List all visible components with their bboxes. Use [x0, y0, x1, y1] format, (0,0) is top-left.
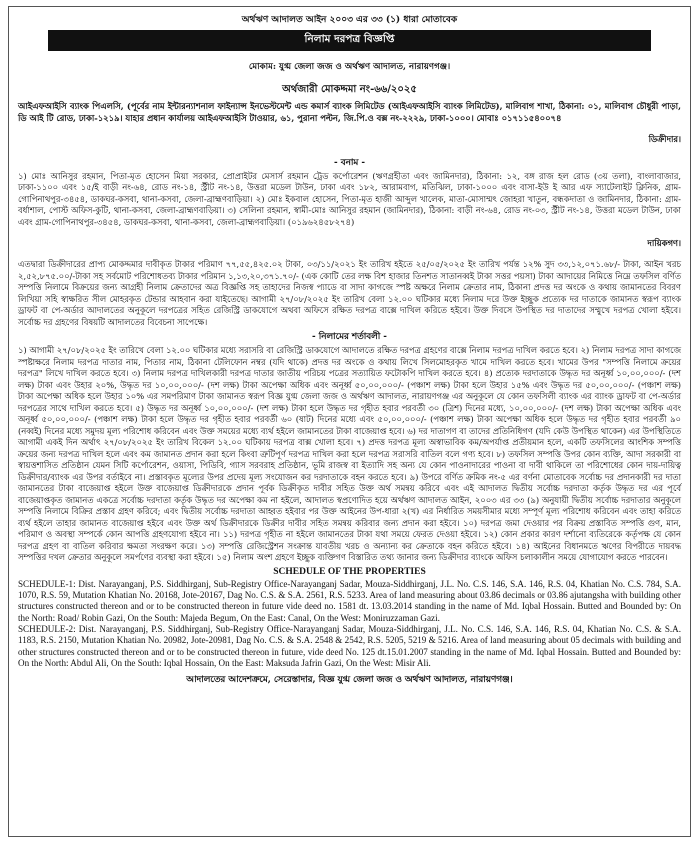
auction-notice — [8, 6, 691, 837]
defendants-details: ১) মোঃ আনিসুর রহমান, পিতা-মৃত হোসেন মিয়া সরকার, প্রোপ্রাইটর মেসার্স রহমান ট্রেড কর্পোরেশন (ঋণগ্রহীতা এবং জামিনদার), ঠিকানা: ১২, বঙ্গ রাজ হল রোড (৩য় তলা), বাংলাবাজার, ঢাকা-১১০০ এবং ১৫/ই বাড়ী নং-৬৪, রোড নং-১৪, স্ট্রীট নং-১৪, উত্তরা মডেল টাউন, ঢাকা এবং ১৮২, আরামবাগ, মতিঝিল, ঢাকা-১০০০ এবং বাসা-ইউ ই আর এফ স্যাটেলাইট ক্লিনিক, গ্রাম-গোপিনাথপুর-৩৪৫৪, ডাকঘর-কসবা, থানা-কসবা, জেলা-ব্রাহ্মণবাড়িয়া। ২) মোঃ ইকবাল হোসেন, পিতা-মৃত হাজী আব্দুল খালেক, মাতা-মোসাম্মৎ জোহরা খাতুন, বন্ধকদাতা ও জামিনদার, ঠিকানা: গ্রাম-বর্ধাশাল, পোস্ট অফিস-কুটি, থানা-কসবা, জেলা-ব্রাহ্মণবাড়িয়া। ৩) সেলিনা রহমান, স্বামী-মোঃ আনিসুর রহমান (জামিনদার), ঠিকানা: বাড়ী নং-৬৪, রোড নং-০৩, স্ট্রীট নং-১৪, উত্তরা মডেল টাউন, ঢাকা এবং গ্রাম-গোপিনাথপুর-৩৪৫৪, ডাকঘর-কসবা, থানা-কসবা, জেলা-ব্রাহ্মণবাড়িয়া। (০১৯৬২৪৫৮২৭৪) — [18, 170, 681, 227]
conditions-text: ১) আগামী ২৭/০৮/২০২৫ ইং তারিখে বেলা ১২.০০ ঘটিকার মধ্যে সরাসরি বা রেজিস্ট্রি ডাকযোগে আদালতে রক্ষিত দরপত্র গ্রহণের বাক্সে নিলাম দরপত্র দাখিল করতে হবে। ২) নিলাম দরপত্র সাদা কাগজে স্পষ্টাক্ষরে নিলাম দরপত্র দাতার নাম, পিতার নাম, ঠিকানা টেলিফোন নম্বর (যদি থাকে) প্রদত্ত দর অংকে ও কথায় লিখে সিলমোহরকৃত খামে দাখিল করতে হবে। খামের উপর "সম্পত্তি নিলামে ক্রয়ের দরপত্র" লিখে দাখিল করতে হবে। ৩) নিলাম দরপত্র দাখিলকারী দরপত্র দাতার জাতীয় পরিচয় পত্রের সত্যায়িত ফটোকপি দাখিল করতে হবে। ৪) প্রত্যেক দরদাতাকে উদ্ধৃত দর অনূর্ধ্ব ১০,০০,০০০/- (দশ লক্ষ) টাকা এবং উহার ২০%, উদ্ধৃত দর ১০,০০,০০০/- (দশ লক্ষ) টাকা অপেক্ষা অধিক এবং অনূর্ধ্ব ৫০,০০,০০০/- (পঞ্চাশ লক্ষ) টাকা হলে উহার ১৫% এবং উদ্ধৃত দর ৫০,০০,০০০/- (পঞ্চাশ লক্ষ) টাকা অপেক্ষা অধিক হলে উহার ১০% এর সমপরিমাণ টাকা জামানত স্বরূপ বিজ্ঞ যুগ্ম জেলা জজ ও অর্থঋণ আদালত, নারায়ণগঞ্জ এর অনুকূলে যে কোন তফসিলী ব্যাংক এর ব্যাংক ড্রাফট বা পে-অর্ডার দরপত্রের সাথে দাখিল করতে হবে। ৫) উদ্ধৃত দর অনূর্ধ্ব ১০,০০,০০০/- (দশ লক্ষ) টাকা হলে উদ্ধৃত দর গৃহীত হবার পরবর্তী ৩০ (ত্রিশ) দিনের মধ্যে, ১০,০০,০০০/- (দশ লক্ষ) টাকা অপেক্ষা অধিক এবং অনূর্ধ্ব ৫০,০০,০০০/- (পঞ্চাশ লক্ষ) টাকা হলে উদ্ধৃত দর গৃহীত হবার পরবর্তী ৬০ (ষাট) দিনের মধ্যে এবং ৫০,০০,০০০/- (পঞ্চাশ লক্ষ) টাকা অপেক্ষা অধিক হলে উদ্ধৃত দর গৃহীত হবার পরবর্তী ৯০ (নব্বই) দিনের মধ্যে সমুদয় মূল্য পরিশোধ করিবেন এবং উক্ত সময়ের মধ্যে ব্যর্থ হইলে জামানতের টাকা বাজেয়াপ্ত হবে। ৬) দর দাতাগণ বা তাদের প্রতিনিধিগণ (যদি কেউ উপস্থিত থাকেন) এর উপস্থিতিতে আগামী একই দিন অর্থাৎ ২৭/০৮/২০২৫ ইং তারিখ বিকেল ১২.০০ ঘটিকায় দরপত্র বাক্স খোলা হবে। ৭) প্রদত্ত দরপত্র মূল্য অস্বাভাবিক কম/অপর্যাপ্ত প্রতীয়মান হলে, একটি তফসিলের আংশিক সম্পত্তি ক্রয়ের জন্য দরপত্র দাখিল হলে এবং কম জামানত প্রদান করা হলে কিংবা ত্রুটিপূর্ণ দরপত্র দাখিল করা হলে দরপত্র সরাসরি বাতিল বলে গণ্য হবে। ৮) তফসিল সম্পত্তি উপর কোন ব্যক্তি, আদা সরকারী বা স্বায়ত্তশাসিত প্রতিষ্ঠান যেমন সিটি কর্পোরেশন, ওয়াসা, পিডিবি, গ্যাস সরবরাহ প্রতিষ্ঠান, ভূমি রাজস্ব বা ইত্যাদি সহ অন্য যে কোন পাওনাদারের পাওনা বা দাবী থাকিলে তা পরিশোধের কোন দায়-দায়িত্ব ডিক্রীদার/ব্যাংক এর উপর বর্তাইবে না। প্রস্তাবকৃত মূল্যের উপর প্রদেয় মূল্য সংযোজন কর দরদাতাকে বহন করতে হবে। ৯) উপরে বর্ণিত ক্রমিক নং-৫ এর বর্ণনা মোতাবেক সর্বোচ্চ দর প্রদানকারী দর দাতা জামানতের টাকা বাজেয়াপ্ত হইলে উক্ত বাজেয়াপ্ত ডিক্রীদারকে প্রদান পূর্বক ডিক্রীকৃত দাবীর সহিত উক্ত অর্থ সমন্বয় করিবে এবং এই আদালত দ্বিতীয় সর্বোচ্চ দরদাতা কর্তৃক উদ্ধৃত দর এর পূর্বে বাজেয়াপ্তকৃত জামানত একত্রে সর্বোচ্চ দরদাতা কর্তৃক উদ্ধৃত দর অপেক্ষা কম না হইলে, আদালত স্বপ্রণোদিত হয়ে অর্থঋণ আদালত আইন, ২০০৩ এর ৩৩ (৯) অনুযায়ী দ্বিতীয় সর্বোচ্চ দরদাতার অনুকূলে সম্পত্তি নিলামে বিক্রির প্রস্তাব গ্রহণ করিবে; এবং দ্বিতীয় সর্বোচ্চ দরদাতা আহ্বত হইবার পর উক্ত আইনের উপ-ধারা ২(খ) এর নির্ধারিত সময়সীমার মধ্যে সম্পূর্ণ মূল্য পরিশোধ করিবেন এবং তাহা করিতে ব্যর্থ হইলে তাহার জামানত বাজেয়াপ্ত হইবে এবং উক্ত অর্থ ডিক্রীদারকে ডিক্রীর দাবীর সহিত সমন্বয় করিবার জন্য প্রদান করা হইবে। ১০) দরপত্র জমা দেওয়ার পর বিক্রয় প্রস্তাবিত সম্পত্তি গুণ, মান, পরিমাণ ও অবস্থা সম্পর্কে কোন আপত্তি গ্রহণযোগ্য হইবে না। ১১) দরপত্র গৃহীত না হইলে জামানতের টাকা যথা সময়ে ফেরত দেওয়া হইবে। ১২) কোন প্রকার কারণ দর্শানো ব্যতিরেকে কর্তৃপক্ষ যে কোন দরপত্র গ্রহণ বা বাতিল করিবার ক্ষমতা সংরক্ষণ করে। ১৩) সম্পত্তি রেজিস্ট্রেশন সংক্রান্ত যাবতীয় খরচ ও অন্যান্য কর ক্রেতাকে বহন করিতে হইবে। ১৪) আইনের বিধানমতে ঋণের বিপরীতে দায়বদ্ধ সম্পত্তির দখল ক্রেতার অনুকূলে সমর্পণের ব্যবস্থা করা হইবে। ১৫) নিলাম অংশ গ্রহণে ইচ্ছুক ব্যক্তিগণ বিস্তারিত তথ্য জানার জন্য ডিক্রীদার ব্যাংকে অফিস চলাকালীন সময়ে যোগাযোগ করতে পারবেন। — [18, 345, 681, 563]
schedule-2: SCHEDULE-2: Dist. Narayanganj, P.S. Siddhirganj, Sub-Registry Office-Narayanganj Sadar, Mouza-Siddhirganj, J.L. No. C.S. 146, S.A. 146, R.S. 04, Khatian No. C.S. & S.A. 1183, R.S. 2150, Mutation Khatian No. 20982, Jote-20981, Dag No. C.S. & S.A. 2548 & 2542, R.S. 5205, 5219 & 5216. Area of land measuring about 05 decimals with building and other structures constructed thereon and or to be constructed thereon in future, vide deed No. 125 dt.15.01.2007 standing in the name of Md. Iqbal Hossain. Butted and Bounded by: On the North: Abdul Ali, On the South: Iqbal Hossain, On the East: Maksuda Jafrin Gazi, On the West: Misir Ali. — [18, 623, 681, 668]
schedule-1: SCHEDULE-1: Dist. Narayanganj, P.S. Siddhirganj, Sub-Registry Office-Narayanganj Sadar, Mouza-Siddhirganj, J.L. No. C.S. 146, S.A. 146, R.S. 04, Khatian No. C.S. 784, S.A. 1070, R.S. 59, Mutation Khatian No. 20168, Jote-20167, Dag No. C.S. & S.A. 2561, R.S. 5233. Area of land measuring about 03.86 decimals or 03.86 ajutangsha with building other structures constructed thereon and or to be constructed thereon in future vide deed no. 1581 dt. 13.03.2014 standing in the name of Md. Iqbal Hossain. Butted and Bounded by: On the North: Road/ Robin Gazi, On the South: Majeda Begum, On the East: Canal, On the West: Moniruzzaman Gazi. — [18, 578, 681, 623]
notice-body: এতদ্বারা ডিক্রীদারের প্রাপ্য মোকদ্দমার দাবীকৃত টাকার পরিমাণ ৭৭,৫৫,৪২৫.০২ টাকা, ০৩/১১/২০২১ ইং তারিখ হইতে ২৫/০৫/২০২৫ ইং তারিখ পর্যন্ত ১২% সুদ ৩৩,১২,০৭১.৬৮/- টাকা, আইন খরচ ২,৫২,৮৭৫.০০/-টাকা সহ সর্বমোট পরিশোধতব্য টাকার পরিমান ১,১৩,২০,৩৭১.৭০/- (এক কোটি তের লক্ষ বিশ হাজার তিনশত সাতানব্বই টাকা সত্তর পয়সা) টাকা আদায়ের নিমিত্তে নিম্নে তফসিল বর্ণিত সম্পত্তি নিলামে বিক্রয়ের জন্য আগ্রহী নিলাম ক্রেতাদের অত্র বিজ্ঞপ্তি সহ তাহাদের নিজস্ব প্যাডে বা সাদা কাগজে স্পষ্ট অক্ষরে নিলাম ক্রেতার নাম, ঠিকানা প্রদত্ত দর অংকে ও কথায় জামানতের বিবরণ লিখিয়া সহি স্বাক্ষরিত সীল মোহরকৃত টেন্ডার আহবান করা যাইতেছে। আগামী ২৭/০৮/২০২৫ ইং তারিখ বেলা ১২.০০ ঘটিকার মধ্যে নিলাম দরে উক্ত ইচ্ছুক প্রত্যেক দর দাতাকে জামানত স্বরূপ ব্যাংক ড্রাফট বা পে-অর্ডার আদালতের অনুকূলে দরপত্রের সহিত রেজিস্ট্রি ডাকযোগে অথবা অফিসে রক্ষিত দরপত্র বাক্সে দাখিল করিতে হইবে। উক্ত দিবসে উপস্থিত দর দাতাদের সম্মুখে দরপত্র খোলা হইবে। সর্বোচ্চ দর গ্রহণের বিষয়টি আদালতের বিবেচনা সাপেক্ষে। — [18, 259, 681, 327]
versus-label: - বনাম - — [333, 157, 365, 168]
court-name: মোকাম: যুগ্ম জেলা জজ ও অর্থঋণ আদালত, নারায়ণগঞ্জ। — [248, 61, 451, 72]
order-footer: আদালতের আদেশক্রমে, সেরেস্তাদার, বিজ্ঞ যুগ্ম জেলা জজ ও অর্থঋণ আদালত, নারায়ণগঞ্জ। — [186, 675, 513, 686]
schedule-heading: SCHEDULE OF THE PROPERTIES — [273, 566, 426, 577]
law-reference: অর্থঋণ আদালত আইন ২০০৩ এর ৩৩ (১) ধারা মোতাবেক — [241, 15, 458, 25]
notice-title: নিলাম দরপত্র বিজ্ঞপ্তি — [48, 30, 651, 51]
case-number: অর্থজারী মোকদ্দমা নং-৬৬/২০২৫ — [282, 84, 417, 96]
defendants-role: দায়িকগণ। — [647, 237, 681, 248]
conditions-heading: - নিলামের শর্তাবলী - — [312, 332, 387, 343]
plaintiff-role: ডিক্রীদার। — [648, 133, 681, 144]
plaintiff-details: আইএফআইসি ব্যাংক পিএলসি, (পূর্বের নাম ইন্টারন্যাশনাল ফাইন্যান্স ইনভেস্টমেন্ট এন্ড কমার্স ব্যাংক লিমিটেড (আইএফআইসি ব্যাংক লিমিটেড), মালিবাগ শাখা, ঠিকানা: ০১, মালিবাগ চৌধুরী পাড়া, ডি আই টি রোড, ঢাকা-১২১৯। যাহার প্রধান কার্যালয় আইএফআইসি টাওয়ার, ৬১, পুরানা পল্টন, জি.পি.ও বক্স নং-২২২৯, ঢাকা-১০০০। মোবাঃ ০১৭১১৫৪০০৭৪ — [18, 101, 681, 123]
